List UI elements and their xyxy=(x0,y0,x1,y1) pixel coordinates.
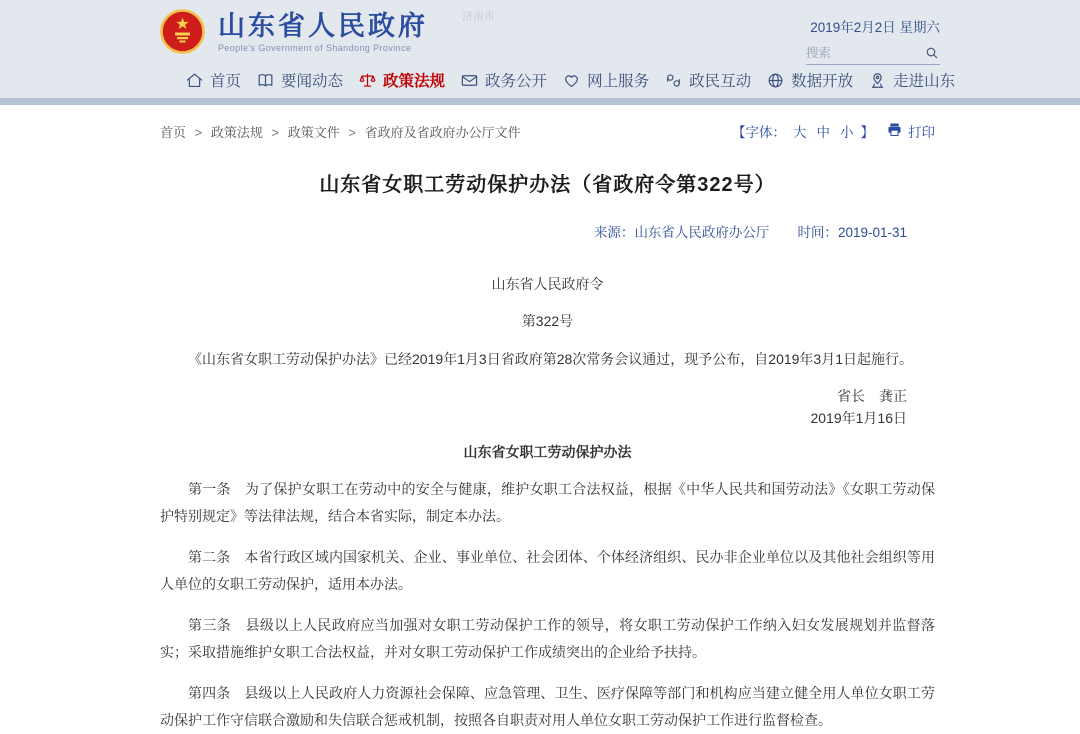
page-toolbar xyxy=(732,121,935,141)
decree-number: 第322号 xyxy=(521,313,574,329)
nav-item-open-government[interactable] xyxy=(460,69,547,91)
font-size-label-close: 】 xyxy=(860,125,874,140)
breadcrumb-current-page: 省政府及省政府办公厅文件 xyxy=(364,124,521,140)
main-navigation xyxy=(0,62,1080,98)
article-title: 山东省女职工劳动保护办法（省政府令第322号） xyxy=(319,174,776,196)
site-header xyxy=(0,0,1080,105)
current-date: 2019年2月2日 星期六 xyxy=(810,20,940,35)
search-input[interactable] xyxy=(806,46,911,60)
heart-icon xyxy=(562,71,581,90)
breadcrumb-home[interactable]: 首页 xyxy=(160,124,187,140)
nav-item-news[interactable] xyxy=(256,69,343,91)
law-article-1: 第一条 为了保护女职工在劳动中的安全与健康，维护女职工合法权益，根据《中华人民共和国劳动法》《女职工劳动保护特别规定》等法律法规，结合本省实际，制定本办法。 xyxy=(160,481,935,524)
breadcrumb-separator: > xyxy=(194,124,203,140)
nav-item-label: 政策法规 xyxy=(383,73,446,90)
header-top-row xyxy=(0,0,1080,62)
national-emblem-icon xyxy=(160,9,205,54)
map-watermark-label: 济南市 xyxy=(462,11,495,23)
signature-block xyxy=(160,385,935,429)
article-meta xyxy=(160,221,935,241)
site-brand[interactable] xyxy=(160,9,428,54)
print-label: 打印 xyxy=(908,125,935,140)
page-content xyxy=(0,121,1080,734)
source-value: 山东省人民政府办公厅 xyxy=(634,225,770,240)
brand-text xyxy=(218,11,428,53)
printer-icon xyxy=(886,121,903,141)
header-divider xyxy=(0,98,1080,105)
breadcrumb-policies[interactable]: 政策法规 xyxy=(210,124,263,140)
nav-item-label: 走进山东 xyxy=(893,73,956,90)
scales-icon xyxy=(358,71,377,90)
nav-item-label: 政民互动 xyxy=(689,73,752,90)
decree-heading: 山东省人民政府令 xyxy=(491,276,604,292)
law-article-3: 第三条 县级以上人民政府应当加强对女职工劳动保护工作的领导，将女职工劳动保护工作纳入妇女发展规划并监督落实；采取措施维护女职工合法权益，并对女职工劳动保护工作成绩突出的企业给予扶持。 xyxy=(160,617,935,660)
nav-item-label: 数据开放 xyxy=(791,73,854,90)
nav-item-label: 网上服务 xyxy=(587,73,650,90)
envelope-icon xyxy=(460,71,479,90)
print-button[interactable] xyxy=(886,121,935,141)
law-article-2: 第二条 本省行政区域内国家机关、企业、事业单位、社会团体、个体经济组织、民办非企业单位以及其他社会组织等用人单位的女职工劳动保护，适用本办法。 xyxy=(160,549,935,592)
decree-intro-paragraph: 《山东省女职工劳动保护办法》已经2019年1月3日省政府第28次常务会议通过，现予公布，自2019年3月1日起施行。 xyxy=(188,351,914,367)
signature-date: 2019年1月16日 xyxy=(810,410,907,426)
breadcrumb-policy-documents[interactable]: 政策文件 xyxy=(287,124,340,140)
nav-item-label: 要闻动态 xyxy=(281,73,344,90)
font-size-small-button[interactable]: 小 xyxy=(840,125,854,140)
header-right xyxy=(806,9,940,65)
breadcrumb xyxy=(160,122,521,141)
map-pin-icon xyxy=(868,71,887,90)
breadcrumb-separator: > xyxy=(348,124,356,140)
nav-item-label: 首页 xyxy=(210,73,242,90)
source-label: 来源： xyxy=(593,225,635,240)
nav-item-policies[interactable] xyxy=(358,69,445,91)
law-title: 山东省女职工劳动保护办法 xyxy=(463,444,632,460)
time-value: 2019-01-31 xyxy=(837,225,907,240)
search-icon[interactable] xyxy=(924,45,940,61)
site-title-english: People's Government of Shandong Province xyxy=(218,42,412,53)
site-title: 山东省人民政府 xyxy=(218,10,428,41)
breadcrumb-row xyxy=(160,121,935,141)
font-size-large-button[interactable]: 大 xyxy=(793,125,807,140)
nav-item-interaction[interactable] xyxy=(664,69,751,91)
nav-item-open-data[interactable] xyxy=(766,69,853,91)
signature-name: 省长 龚正 xyxy=(837,388,907,404)
font-size-label: 【字体： xyxy=(732,125,786,140)
font-size-medium-button[interactable]: 中 xyxy=(816,125,830,140)
search-box[interactable] xyxy=(806,45,940,65)
nav-item-home[interactable] xyxy=(185,69,241,91)
nav-item-label: 政务公开 xyxy=(485,73,548,90)
time-label: 时间： xyxy=(797,225,838,240)
home-icon xyxy=(185,71,204,90)
nav-item-online-services[interactable] xyxy=(562,69,649,91)
globe-icon xyxy=(766,71,785,90)
interaction-icon xyxy=(664,71,683,90)
nav-item-about-shandong[interactable] xyxy=(868,69,955,91)
news-icon xyxy=(256,71,275,90)
breadcrumb-separator: > xyxy=(271,124,280,140)
law-article-4: 第四条 县级以上人民政府人力资源社会保障、应急管理、卫生、医疗保障等部门和机构应当建立健全用人单位女职工劳动保护工作守信联合激励和失信联合惩戒机制，按照各自职责对用人单位女职工劳动保护工作进行监督检查。 xyxy=(160,685,935,728)
